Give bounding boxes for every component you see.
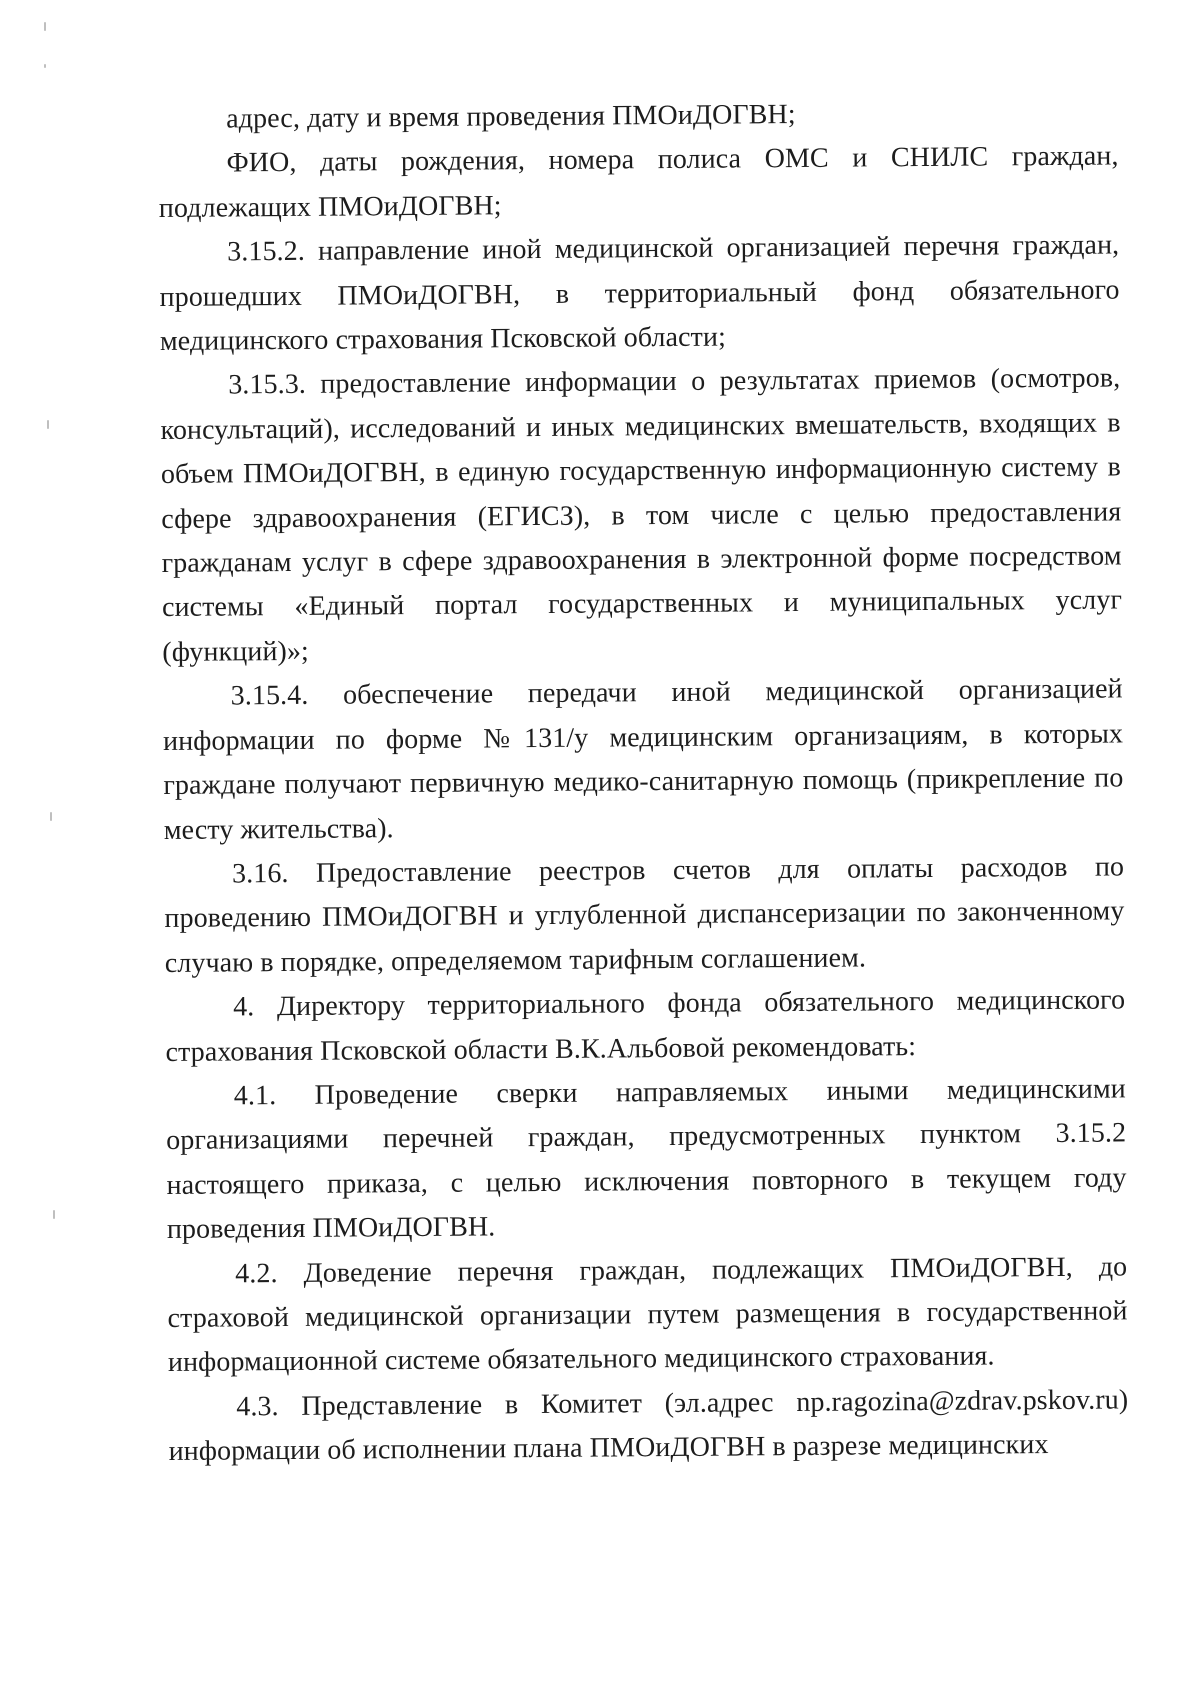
paragraph-3-15-4: 3.15.4. обеспечение передачи иной медицинской организацией информации по форме №131/у медицинским организациям, в которых граждане получают первичную медико-санитарную помощь (прикрепление по месту жительства). xyxy=(162,673,1124,846)
scan-speck xyxy=(47,420,49,429)
paragraph-3-15-2: 3.15.2. направление иной медицинской организацией перечня граждан, прошедших ПМОиДОГВН, в территориальный фонд обязательного медицинского страхования Псковской области; xyxy=(159,229,1120,358)
paragraph-fio: ФИО, даты рождения, номера полиса ОМС и СНИЛС граждан, подлежащих ПМОиДОГВН; xyxy=(158,140,1119,224)
paragraph-address: адрес, дату и время проведения ПМОиДОГВН; xyxy=(226,98,796,135)
paragraph-3-16: 3.16. Предоставление реестров счетов для оплаты расходов по проведению ПМОиДОГВН и углубленной диспансеризации по законченному случаю в порядке, определяемом тарифным соглашением. xyxy=(164,851,1125,979)
paragraph-4-3: 4.3. Представление в Комитет (эл.адрес np.ragozina@zdrav.pskov.ru) информации об исполнении плана ПМОиДОГВН в разрезе медицинских xyxy=(168,1384,1129,1468)
document-body xyxy=(158,90,1129,1474)
paragraph-4: 4. Директору территориального фонда обязательного медицинского страхования Псковской области В.К.Альбовой рекомендовать: xyxy=(165,984,1126,1068)
scan-speck xyxy=(53,1210,55,1219)
paragraph-4-1: 4.1. Проведение сверки направляемых иными медицинскими организациями перечней граждан, предусмотренных пунктом 3.15.2 настоящего приказа, с целью исключения повторного в текущем году проведения ПМОиДОГВН. xyxy=(166,1073,1127,1246)
scan-speck xyxy=(44,22,46,31)
scan-speck xyxy=(50,812,52,821)
scan-speck xyxy=(44,64,46,68)
paragraph-4-2: 4.2. Доведение перечня граждан, подлежащих ПМОиДОГВН, до страховой медицинской организации путем размещения в государственной информационной системе обязательного медицинского страхования. xyxy=(167,1250,1128,1379)
paragraph-3-15-3: 3.15.3. предоставление информации о результатах приемов (осмотров, консультаций), исследований и иных медицинских вмешательств, входящих в объем ПМОиДОГВН, в единую государственную информационную систему в сфере здравоохранения (ЕГИСЗ), в том числе с целью предоставления гражданам услуг в сфере здравоохранения в электронной форме посредством системы «Единый портал государственных и муниципальных услуг (функций)»; xyxy=(160,362,1123,668)
